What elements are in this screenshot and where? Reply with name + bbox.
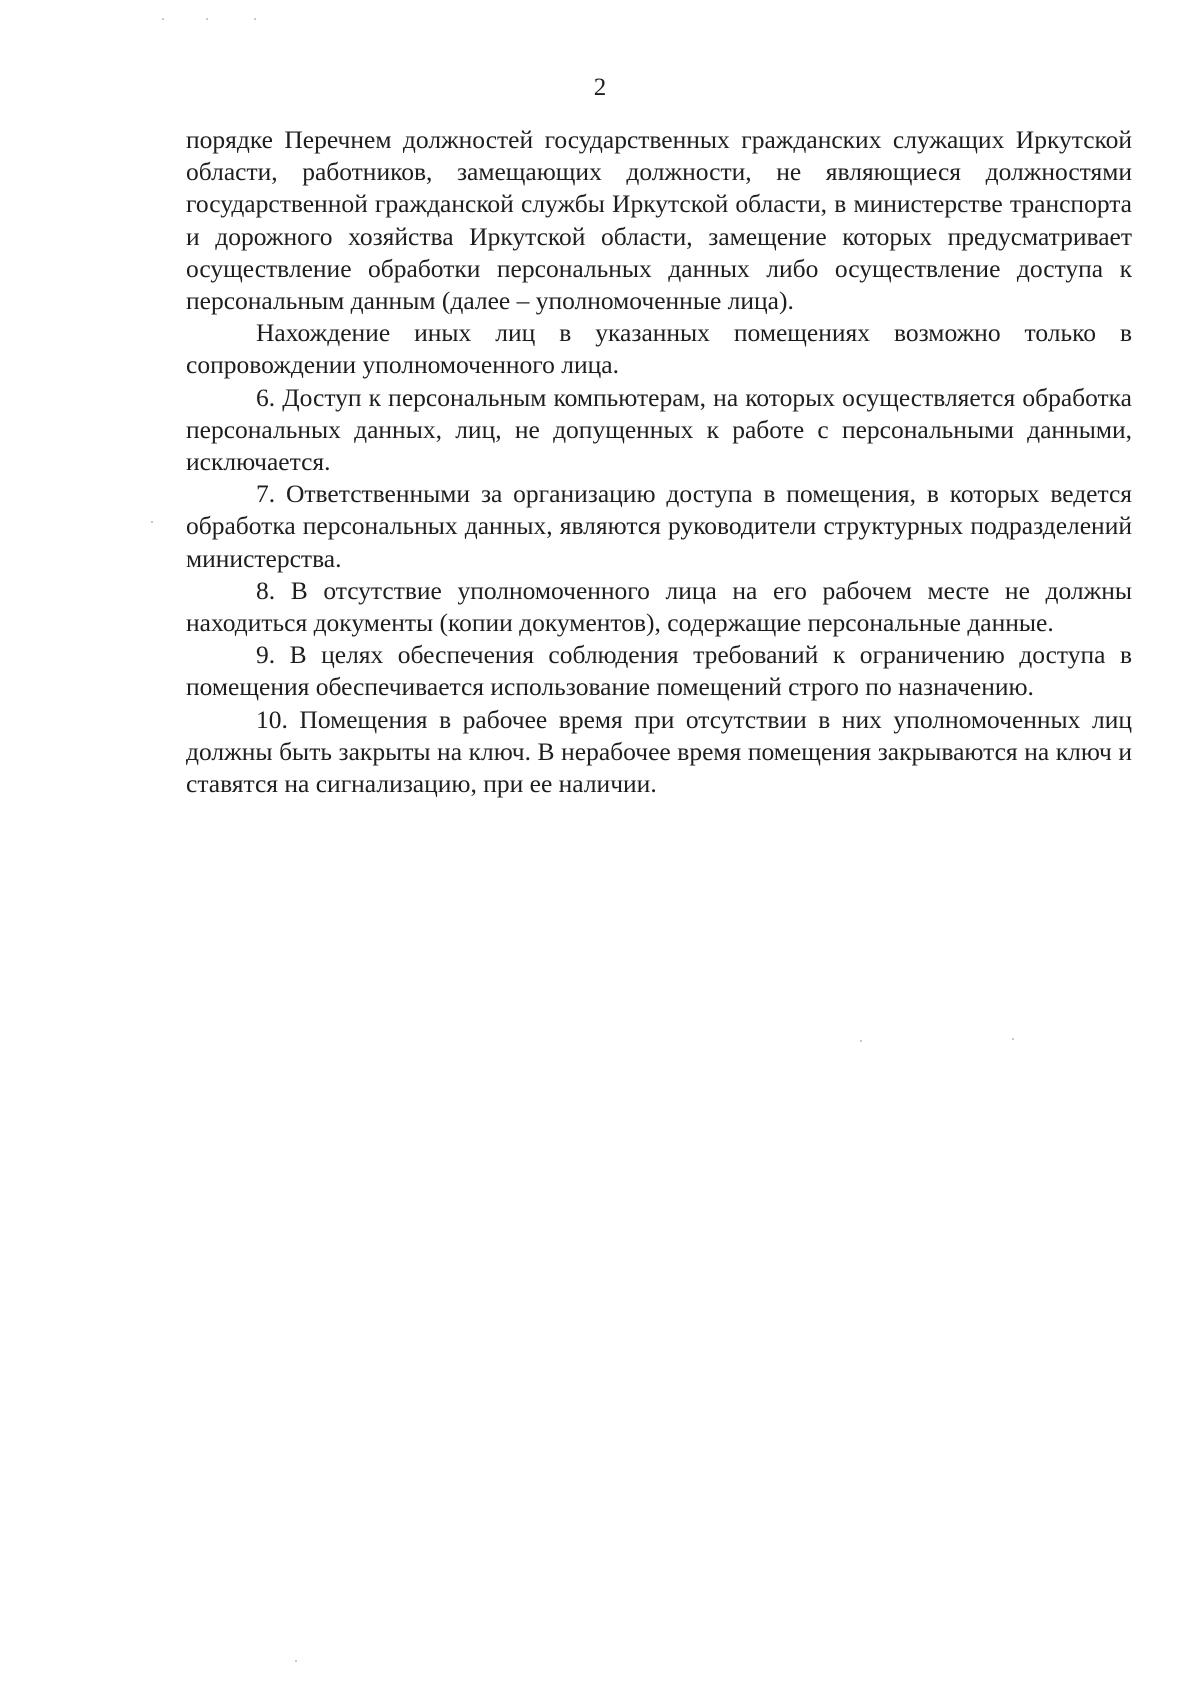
- paragraph-other-persons: Нахождение иных лиц в указанных помещениях возможно только в сопровождении уполномоченного лица.: [186, 318, 1132, 380]
- page-number: 2: [593, 74, 607, 101]
- scan-speck: [162, 18, 164, 20]
- scan-speck: [151, 521, 153, 523]
- paragraph-item-6: 6. Доступ к персональным компьютерам, на которых осуществляется обработка персональных данных, лиц, не допущенных к работе с персональными данными, исключается.: [186, 382, 1132, 477]
- scan-speck: [1012, 1038, 1014, 1040]
- paragraph-item-8: 8. В отсутствие уполномоченного лица на его рабочем месте не должны находиться документы (копии документов), содержащие персональные данные.: [186, 575, 1132, 638]
- paragraph-item-10: 10. Помещения в рабочее время при отсутствии в них уполномоченных лиц должны быть закрыты на ключ. В нерабочее время помещения закрываются на ключ и ставятся на сигнализацию, при ее наличии.: [186, 704, 1132, 799]
- scan-speck: [860, 1040, 862, 1042]
- paragraph-item-7: 7. Ответственными за организацию доступа в помещения, в которых ведется обработка персональных данных, являются руководители структурных подразделений министерства.: [186, 479, 1132, 573]
- scan-speck: [295, 1660, 297, 1662]
- paragraph-item-9: 9. В целях обеспечения соблюдения требований к ограничению доступа в помещения обеспечивается использование помещений строго по назначению.: [186, 640, 1132, 702]
- scan-speck: [206, 18, 208, 20]
- scan-speck: [254, 18, 256, 20]
- paragraph-continuation: порядке Перечнем должностей государственных гражданских служащих Иркутской области, работников, замещающих должности, не являющиеся должностями государственной гражданской службы Иркутской области, в министерстве транспорта и дорожного хозяйства Иркутской области, замещение которых предусматривает осуществление обработки персональных данных либо осуществление доступа к персональным данным (далее – уполномоченные лица).: [186, 125, 1132, 316]
- document-body: [186, 124, 1132, 800]
